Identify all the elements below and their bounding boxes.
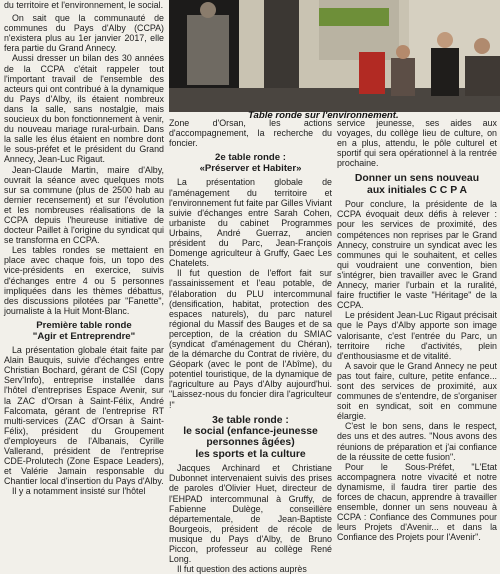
heading-conclusion-line-1: Donner un sens nouveau xyxy=(354,173,480,185)
paragraph-table-1: La présentation globale était faite par Alain Bauquis, suivie d'échanges entre Christian Bochard, gérant de CSI (Copy Serv'Info), entreprise installée dans l'hôtel d'entreprises Espace Avenir, sur la ZAC d'Orsan à Saint-Félix, André Falcomata, gérant de l'entreprise RT multi-services (ZAC d'Orsan à Saint-Félix), président du Groupement d'employeurs de l'Albanais, Cyrille Vallerand, président de l'entreprise CDE-Prolutech (Zone Espace Leaders), et Valérie Jamain responsable du Chantier local d'insertion du Pays d'Alby. xyxy=(4,345,164,487)
paragraph-ccpa-end: On sait que la communauté de communes du Pays d'Alby (CCPA) n'existera plus au 1er janvier 2017, elle fera partie du Grand Annecy. xyxy=(4,13,164,54)
paragraph-table-3: Jacques Archinard et Christiane Dubonnet intervenaient suivis des prises de paroles d'Olivier Huet, directeur de l'EHPAD intercommunal à Gruffy, de Fabienne Dulège, conseillère départementale, de Jean-Baptiste Bourgeois, président de récole de musique du Pays d'Alby, de Bruno Piccon, professeur au collège René Long. xyxy=(169,463,332,565)
event-photo xyxy=(169,0,500,112)
paragraph-hotel: Il y a notamment insisté sur l'hôtel xyxy=(12,486,146,497)
paragraph-rigaut: Le président Jean-Luc Rigaut précisait que le Pays d'Alby apporte son image valorisante, c'est l'entrée du Parc, un territoire riche d'activités, plein d'enthousiasme et de vitalité. xyxy=(337,310,497,361)
heading-table-2-line-2: «Préserver et Habiter» xyxy=(199,162,302,174)
heading-table-3-line-1: 3e table ronde : xyxy=(212,414,289,426)
paragraph-assainissement: Il fut question de l'effort fait sur l'assainissement et l'eau potable, de l'élaboration du PLU intercommunal (densification, habitat, protection des espaces naturels), du parc naturel régional du Massif des Bauges et de sa perception, de la création du SMIAC (syndicat d'aménagement du Chéran), de la démarche du Contrat de rivière, du Géopark (avec le pont de l'Abîme), du potentiel touristique, de la dynamique de l'agriculture au Pays d'Alby aujourd'hui. "Laissez-nous du foncier dira l'agriculteur !" xyxy=(169,268,332,410)
heading-table-2 xyxy=(169,153,332,174)
paragraph-savoir: A savoir que le Grand Annecy ne peut pas tout faire, culture, petite enfance... sont des services de proximité, aux communes de s'entendre, de s'organiser soit en syndicat, soit en commune élargie. xyxy=(337,360,497,422)
photo-caption: Table ronde sur l'environnement. xyxy=(248,110,399,121)
paragraph-defis: Pour conclure, la présidente de la CCPA évoquait deux défis à relever : pour les services de proximité, des compétences non reprises par le Grand Annecy, construire un syndicat avec les communes qui le souhaitent, et celles qui voudraient une convention, bien s'intégrer, bien travailler avec le Grand Annecy, marier l'urbain et la ruralité, faire fructifier le vaste "Héritage" de la CCPA. xyxy=(337,199,497,311)
paragraph-sous-prefet: Pour le Sous-Préfet, "L'Etat accompagnera notre vivacité et notre dynamisme, il faudra tirer partie des forces de chacun, apprendre à travailler ensemble, donner un sens nouveau à CCPA : Confiance des Communes pour leurs Projets d'Avenir... et dans la Confiance des Projets pour l'Avenir". xyxy=(337,461,497,543)
paragraph-table-2: La présentation globale de l'aménagement du territoire et l'environnement fut faite par Gilles Viviant suivie d'échanges entre Sarah Cohen, urbaniste du cabinet Programmes Urbains, André Guerraz, ancien président du Parc, Jean-François Domenge agriculteur à Gruffy, Gaec Les Chatelets. xyxy=(169,177,332,269)
paragraph-actions: Il fut question des actions auprès xyxy=(177,564,307,574)
heading-table-3-line-3: les sports et la culture xyxy=(195,448,306,460)
heading-table-2-line-1: 2e table ronde : xyxy=(215,152,286,164)
paragraph-bon-sens: C'est le bon sens, dans le respect, des uns et des autres. "Nous avons des réunions de préparation et j'ai confiance de la réussite de cette fusion". xyxy=(337,421,497,462)
heading-table-1 xyxy=(4,321,164,342)
paragraph-jeunesse: service jeunesse, ses aides aux voyages, du collège lieu de culture, on en a plus, attendu, le pôle culturel et sportif qui sera opérationnel à la rentrée prochaine. xyxy=(337,118,497,169)
heading-table-3-line-2: le social (enfance-jeunesse personnes âgées) xyxy=(183,426,318,449)
paragraph-zone-orsan: Zone d'Orsan, les actions d'accompagnement, la recherche du foncier. xyxy=(169,118,332,149)
paragraph-intro-tail: du territoire et l'environnement, le social. xyxy=(4,0,164,10)
speaker-figure-2 xyxy=(264,0,299,100)
heading-table-1-line-2: "Agir et Entreprendre" xyxy=(32,330,136,342)
heading-table-1-line-1: Première table ronde xyxy=(36,319,132,331)
seated-person xyxy=(431,48,459,96)
paragraph-mayor: Jean-Claude Martin, maire d'Alby, ouvrait la séance avec quelques mots sur sa commune (plus de 2500 hab au dernier recensement) et sur l'évolution et les nombreuses réalisations de la CCPA depuis l'heureuse initiative de docteur Paillet à l'origine du syndicat qui se transforma en CCPA. xyxy=(4,164,164,246)
column-2 xyxy=(169,118,332,574)
heading-conclusion xyxy=(337,173,497,196)
red-chair xyxy=(359,52,385,94)
speaker-figure-1 xyxy=(187,15,229,85)
column-1 xyxy=(4,0,164,497)
heading-conclusion-line-2: aux initiales C C P A xyxy=(367,184,467,196)
paragraph-bilan: Aussi dresser un bilan des 30 années de la CCPA c'était rappeler tout l'important travail de l'ensemble des acteurs qui ont contribué à la dynamique du Pays d'Alby, ils étaient nombreux dans la salle, sans nostalgie, mais soucieux du bon fonctionnement à venir, du nouveau mariage rural-urbain. Dans la salle les élus étaient en nombre dont le sous-préfet et le président du Grand Annecy, Jean-Luc Rigaut. xyxy=(4,53,164,165)
heading-table-3 xyxy=(169,415,332,461)
photo-illustration xyxy=(169,0,500,112)
paragraph-tables: Les tables rondes se mettaient en place avec chaque fois, un topo des vice-présidents en exercice, suivis d'échanges entre 4 ou 5 personnes impliquées dans les thèmes débattus, des discussions pilotées par "Fanette", journaliste à la Huit Mont-Blanc. xyxy=(4,245,164,316)
column-3 xyxy=(337,118,497,542)
banner-logo xyxy=(319,8,389,26)
